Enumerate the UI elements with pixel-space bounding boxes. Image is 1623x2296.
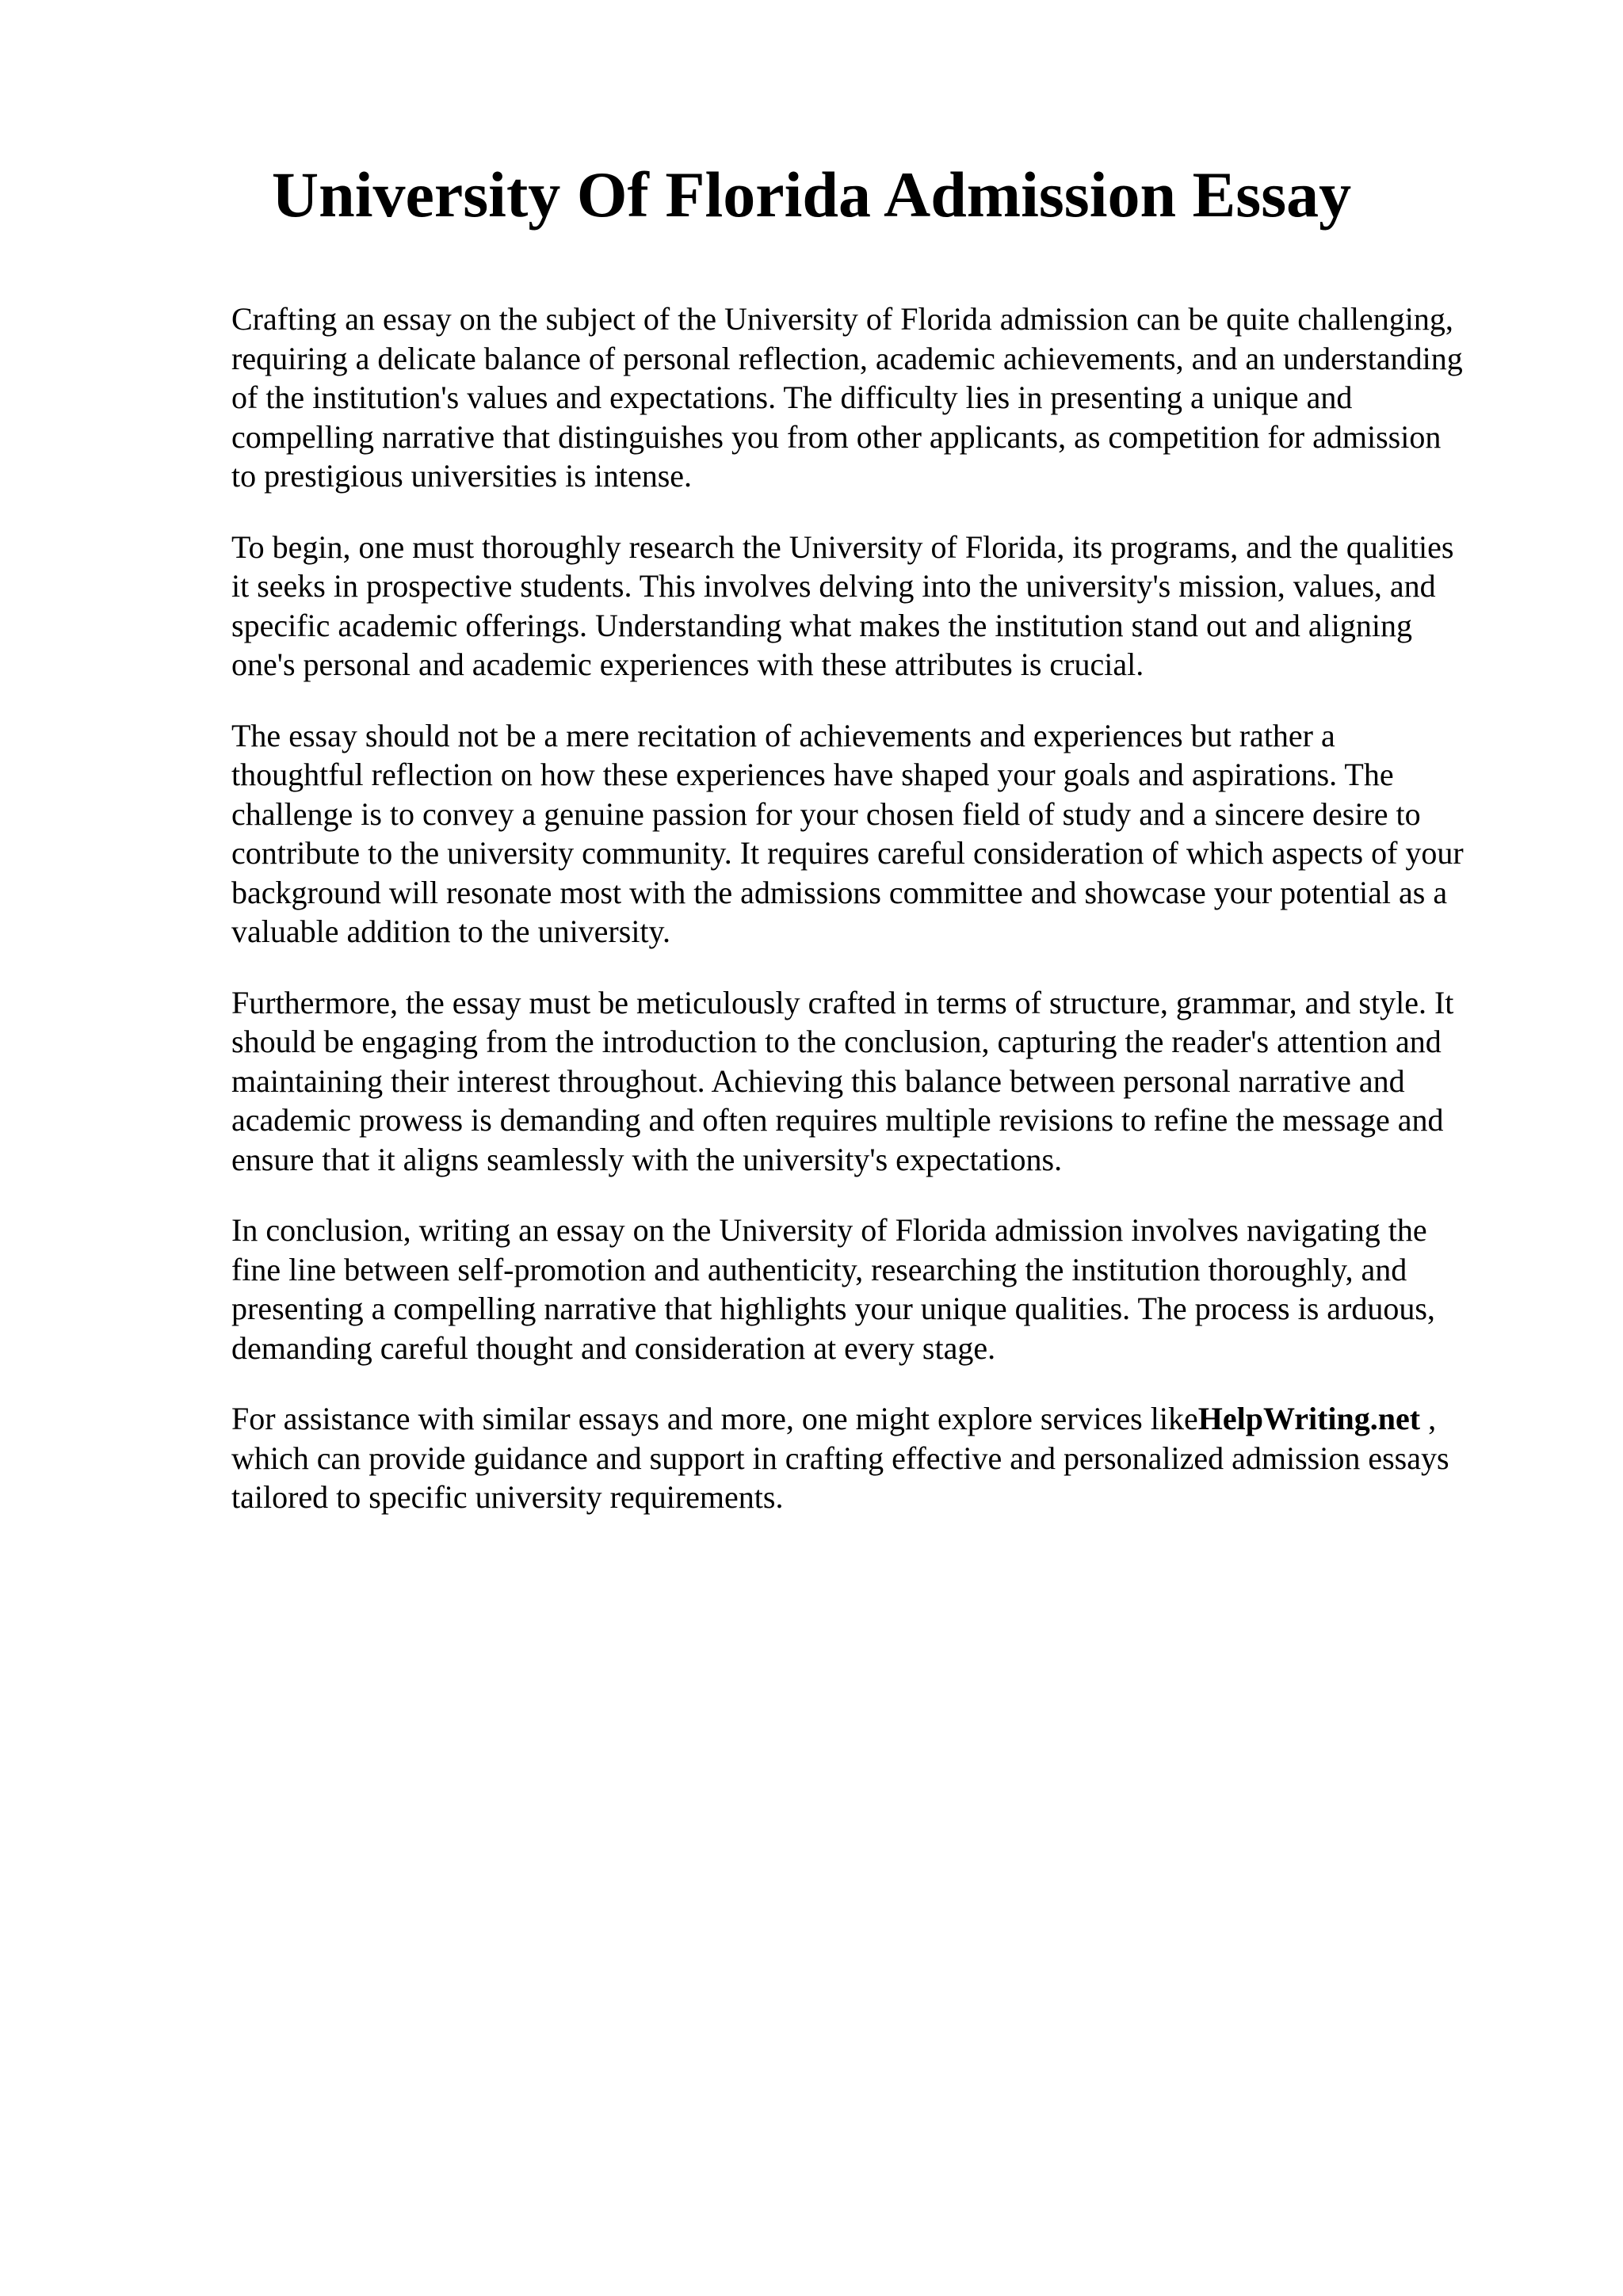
paragraph-2 [231,528,1515,685]
brand-name: HelpWriting.net [1197,1401,1421,1436]
text-line: academic prowess is demanding and often requires multiple revisions to refine the message and [231,1102,1444,1138]
text-line: demanding careful thought and consideration at every stage. [231,1329,996,1366]
text-line [231,1399,1515,1439]
text-line: In conclusion, writing an essay on the University of Florida admission involves navigating the [231,1212,1427,1248]
text-line: maintaining their interest throughout. Achieving this balance between personal narrative and [231,1062,1405,1099]
text-line: to prestigious universities is intense. [231,458,693,494]
text-line: one's personal and academic experiences with these attributes is crucial. [231,646,1144,682]
page-title: University Of Florida Admission Essay [271,158,1352,231]
text-line: thoughtful reflection on how these experiences have shaped your goals and aspirations. The [231,757,1394,792]
text-line: compelling narrative that distinguishes you from other applicants, as competition for admission [231,418,1442,455]
text-line: valuable addition to the university. [231,913,670,949]
text-line: requiring a delicate balance of personal reflection, academic achievements, and an understanding [231,340,1463,376]
paragraph-3 [231,716,1515,952]
text-line: background will resonate most with the admissions committee and showcase your potential as a [231,874,1448,910]
text-line: presenting a compelling narrative that highlights your unique qualities. The process is arduous, [231,1291,1435,1326]
text-line: tailored to specific university requirements. [231,1479,784,1515]
text-line: of the institution's values and expectations. The difficulty lies in presenting a unique and [231,379,1353,415]
text-line: To begin, one must thoroughly research the University of Florida, its programs, and the qualities [231,528,1454,565]
text-line: it seeks in prospective students. This involves delving into the university's mission, values, and [231,568,1436,604]
text-line: should be engaging from the introduction to the conclusion, capturing the reader's attention and [231,1024,1442,1059]
text-line: Furthermore, the essay must be meticulously crafted in terms of structure, grammar, and style. It [231,984,1454,1020]
text-line: which can provide guidance and support in crafting effective and personalized admission essays [231,1440,1449,1476]
paragraph-5 [231,1211,1515,1367]
closing-text-before: For assistance with similar essays and more, one might explore services like [231,1401,1198,1436]
text-line: Crafting an essay on the subject of the University of Florida admission can be quite challenging, [231,301,1453,337]
text-line: fine line between self-promotion and authenticity, researching the institution thoroughly, and [231,1251,1407,1287]
essay-body [231,299,1515,1549]
text-line: challenge is to convey a genuine passion for your chosen field of study and a sincere desire to [231,795,1421,832]
paragraph-4 [231,983,1515,1180]
paragraph-1 [231,299,1515,496]
text-line: specific academic offerings. Understanding what makes the institution stand out and aligning [231,607,1412,643]
text-line: The essay should not be a mere recitation of achievements and experiences but rather a [231,717,1335,753]
closing-text-after: , [1420,1401,1437,1436]
text-line: contribute to the university community. It requires careful consideration of which aspects of your [231,835,1464,871]
text-line: ensure that it aligns seamlessly with the university's expectations. [231,1141,1063,1177]
paragraph-closing [231,1399,1515,1517]
